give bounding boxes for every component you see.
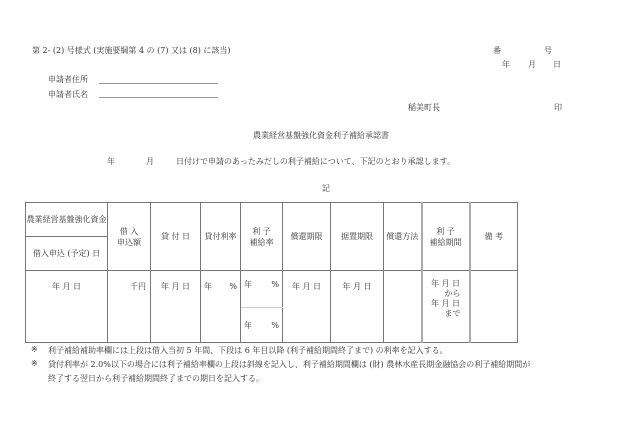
date-year: 年 (502, 60, 510, 69)
header-remarks: 備 考 (470, 203, 518, 271)
note-2-mark: ※ (31, 359, 38, 368)
applicant-name-label: 申請者氏名 (48, 90, 88, 99)
cell-repay-deadline[interactable]: 年 月 日 (283, 271, 331, 343)
applicant-name-field[interactable] (99, 97, 218, 98)
seal-mark: 印 (554, 103, 562, 112)
header-repay-deadline: 償還期限 (283, 203, 331, 271)
header-subsidy-rate (241, 203, 283, 271)
header-subsidy-period-line1: 利 子 (436, 226, 455, 236)
date-day: 日 (553, 60, 561, 69)
cell-loan-rate[interactable] (201, 271, 241, 343)
cell-subsidy-period[interactable] (422, 271, 470, 343)
applicant-address-label: 申請者住所 (48, 75, 88, 84)
ki-mark: 記 (322, 184, 330, 193)
subsidy-upper-year: 年 (244, 280, 252, 289)
form-number: 第 2- (2) 号様式 (実施要綱第 4 の (7) 又は (8) に該当) (32, 46, 231, 55)
header-subsidy-period (422, 203, 470, 271)
period-from: 年 月 日 (430, 279, 461, 288)
body-year: 年 (107, 157, 115, 166)
subsidy-table (25, 202, 564, 343)
cell-subsidy-upper[interactable] (241, 271, 283, 308)
note-1-mark: ※ (31, 345, 38, 354)
date-month: 月 (528, 60, 536, 69)
applicant-address-field[interactable] (99, 83, 218, 84)
period-to-suffix: まで (444, 309, 461, 318)
header-amount (108, 203, 151, 271)
document-title: 農業経営基盤強化資金利子補給承認書 (253, 131, 389, 140)
note-1-text: 利子補給補助率欄には上段は借入当初 5 年間、下段は 6 年目以降 (利子補給期間終了まで) の利率を記入する。 (48, 346, 448, 355)
header-subsidy-rate-line2: 補給率 (249, 237, 274, 247)
note-2-text: 貸付利率が 2.0%以下の場合には利子補給率欄の上段は斜線を記入し、利子補給期間欄は (財) 農林水産長期金融協会の利子補給期間が (48, 360, 531, 369)
header-loan-rate: 貸付利率 (201, 203, 241, 271)
header-fund: 農業経営基盤強化資金 (26, 203, 108, 237)
cell-repay-method[interactable] (384, 271, 422, 343)
note-2-continuation: 終了する翌日から利子補給期間終了までの期日を記入する。 (48, 374, 264, 383)
cell-apply-date[interactable]: 年 月 日 (26, 271, 108, 343)
cell-subsidy-lower[interactable] (241, 308, 283, 343)
cell-remarks[interactable] (470, 271, 518, 343)
header-amount-line2: 申込額 (117, 237, 141, 247)
subsidy-lower-pct: % (271, 320, 279, 330)
cell-amount[interactable]: 千円 (108, 271, 151, 343)
issuer-name: 稲美町長 (408, 103, 440, 112)
body-text: 日付けで申請のあったみだしの利子補給について、下記のとおり承認します。 (176, 157, 455, 166)
header-loan-date: 貸 付 日 (151, 203, 201, 271)
cell-grace-period[interactable]: 年 月 日 (331, 271, 384, 343)
header-subsidy-period-line2: 補給期間 (429, 237, 462, 247)
header-apply-date: 借入申込 (予定) 日 (26, 237, 108, 271)
number-label-go: 号 (544, 46, 552, 55)
subsidy-upper-pct: % (271, 280, 279, 289)
number-label-ban: 番 (493, 46, 501, 55)
cell-loan-date[interactable]: 年 月 日 (151, 271, 201, 343)
period-from-suffix: から (444, 289, 461, 298)
subsidy-lower-year: 年 (244, 320, 252, 330)
period-to: 年 月 日 (430, 299, 461, 308)
header-grace-period: 据置期限 (331, 203, 384, 271)
loan-rate-pct: % (229, 282, 237, 291)
header-amount-line1: 借 入 (119, 226, 139, 236)
header-repay-method: 償還方法 (384, 203, 422, 271)
body-month: 月 (146, 157, 154, 166)
loan-rate-year: 年 (204, 282, 212, 291)
header-subsidy-rate-line1: 利 子 (252, 226, 271, 236)
